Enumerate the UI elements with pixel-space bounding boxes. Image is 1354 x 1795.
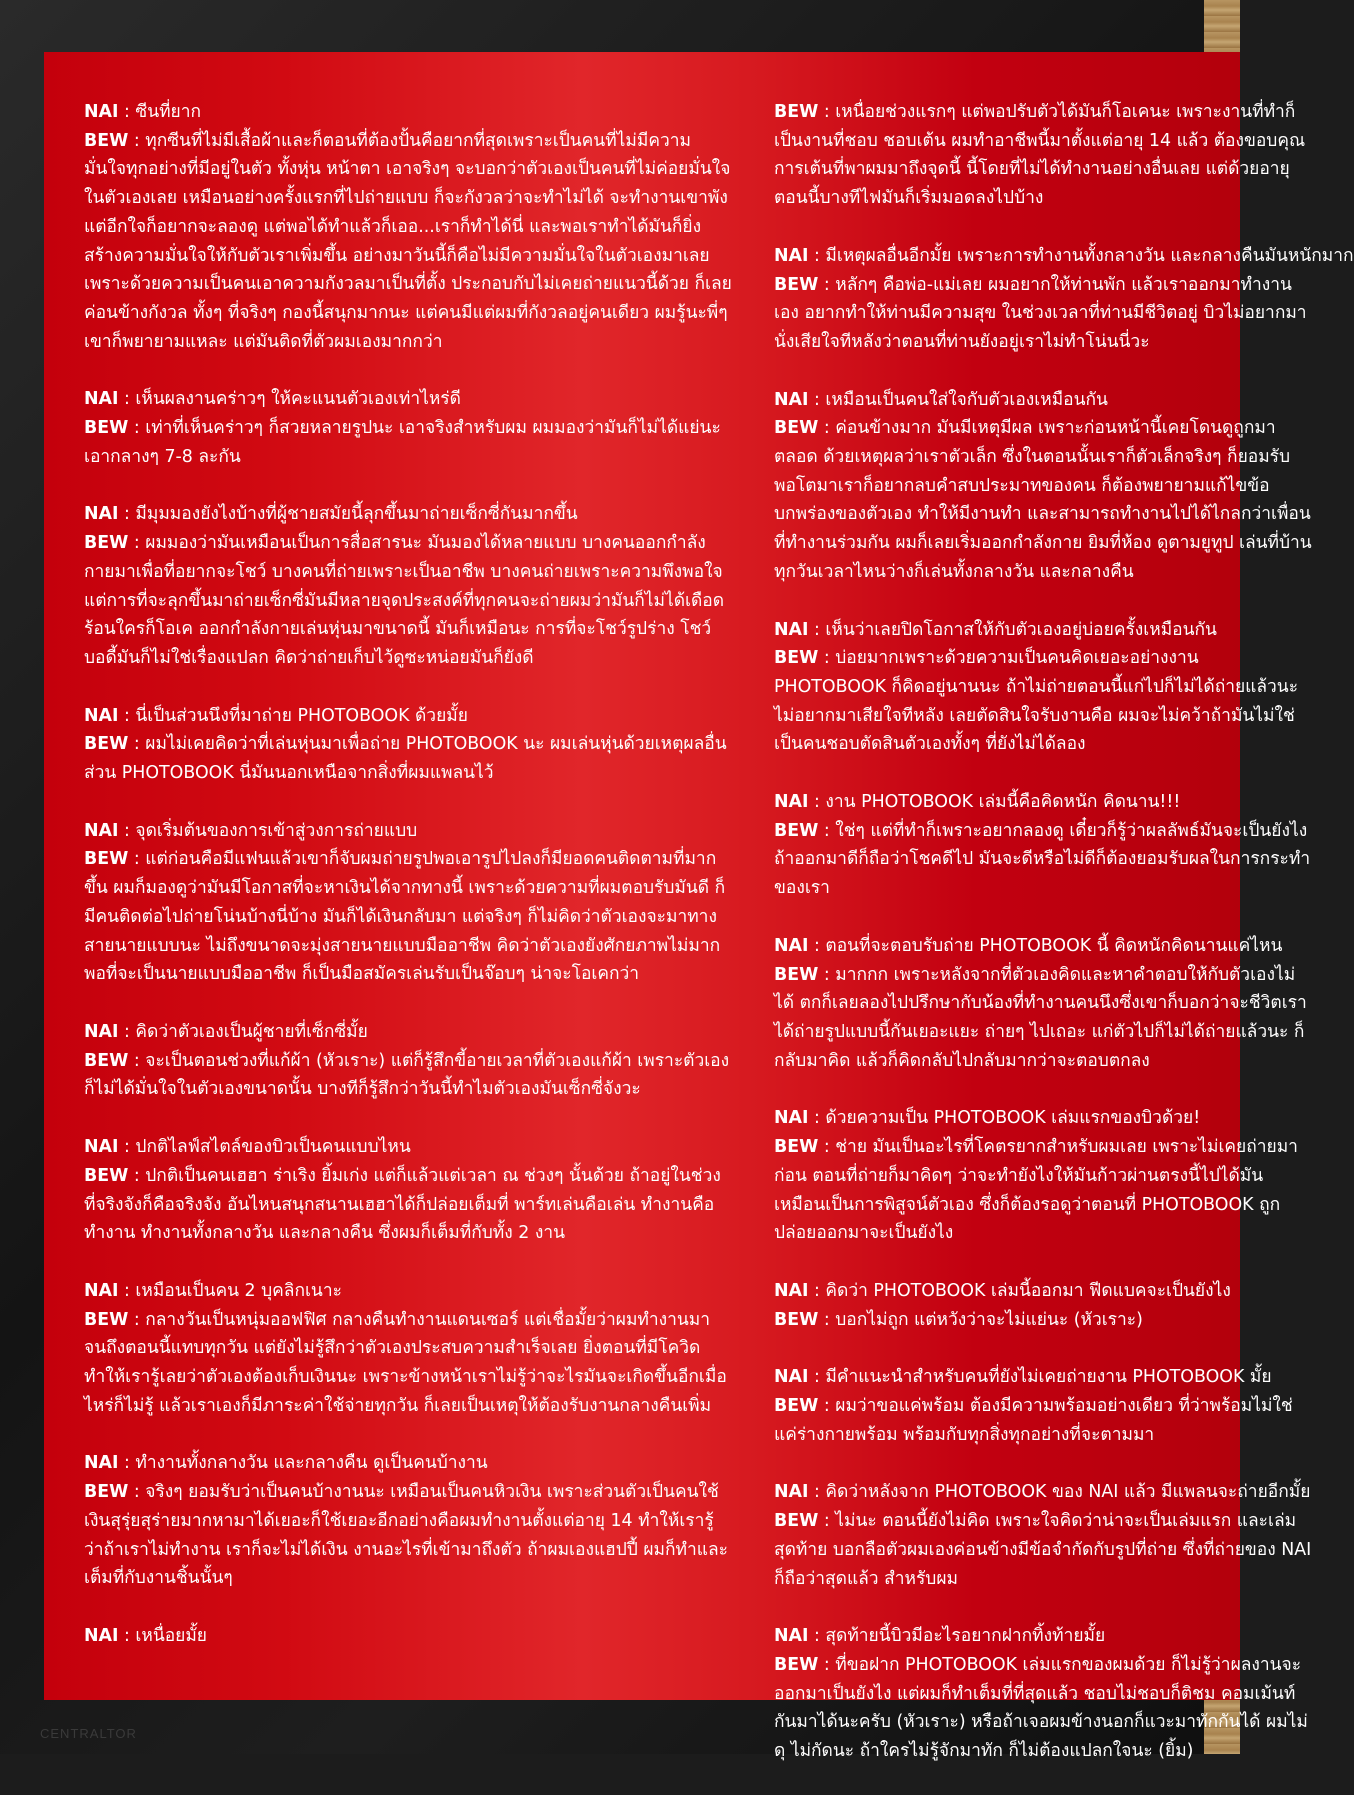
speaker-bew: BEW xyxy=(84,1482,129,1503)
question-line: NAI : เหนื่อยมั้ย xyxy=(84,1625,207,1646)
qa-block xyxy=(774,242,1354,357)
speaker-bew: BEW xyxy=(774,274,819,295)
question-text: งาน PHOTOBOOK เล่มนี้คือคิดหนัก คิดนาน!!! xyxy=(825,792,1181,813)
question-text: มีคำแนะนำสำหรับคนที่ยังไม่เคยถ่ายงาน PHOTOBOOK มั้ย xyxy=(825,1367,1272,1388)
qa-block xyxy=(84,500,732,672)
speaker-nai: NAI xyxy=(774,935,809,956)
question-line: NAI : เหมือนเป็นคนใส่ใจกับตัวเองเหมือนกัน xyxy=(774,389,1108,410)
speaker-nai: NAI xyxy=(774,1108,809,1129)
answer-line: BEW : เท่าที่เห็นคร่าวๆ ก็สวยหลายรูปนะ เอาจริงสำหรับผม ผมมองว่ามันก็ไม่ได้แย่นะ เอากลางๆ 7-8 ละกัน xyxy=(84,418,721,467)
question-line: NAI : เหมือนเป็นคน 2 บุคลิกเนาะ xyxy=(84,1280,342,1301)
answer-text: ทุกซีนที่ไม่มีเสื้อผ้าและก็ตอนที่ต้องปั้นคือยากที่สุดเพราะเป็นคนที่ไม่มีความมั่นใจทุกอย่างที่มีอยู่ในตัว ทั้งหุ่น หน้าตา เอาจริงๆ จะบอกว่าตัวเองเป็นคนที่ไม่ค่อยมั่นใจในตัวเองเลย เหมือนอย่างครั้งแรกที่ไปถ่ายแบบ ก็จะกังวลว่าจะทำไม่ได้ จะทำงานเขาพังแต่อีกใจก็อยากจะลองดู แต่พอได้ทำแล้วก็เออ...เราก็ทำได้นี่ และพอเราทำได้มันก็ยิ่งสร้างความมั่นใจให้กับตัวเราเพิ่มขึ้น อย่างมาวันนี้ก็คือไม่มีความมั่นใจในตัวเองมาเลย เพราะด้วยความเป็นคนเอาความกังวลมาเป็นที่ตั้ง ประกอบกับไม่เคยถ่ายแนวนี้ด้วย ก็เลยค่อนข้างกังวล ทั้งๆ ที่จริงๆ กองนี้สนุกมากนะ แต่คนมีแต่ผมที่กังวลอยู่คนเดียว ผมรู้นะพี่ๆ เขาก็พยายามแหละ แต่มันติดที่ตัวผมเองมากกว่า xyxy=(84,130,732,352)
question-text: ทำงานทั้งกลางวัน และกลางคืน ดูเป็นคนบ้างาน xyxy=(135,1453,488,1474)
qa-block xyxy=(774,616,1299,760)
answer-text: ผมไม่เคยคิดว่าที่เล่นหุ่นมาเพื่อถ่าย PHOTOBOOK นะ ผมเล่นหุ่นด้วยเหตุผลอื่น ส่วน PHOTOBOOK นี่มันนอกเหนือจากสิ่งที่ผมแพลนไว้ xyxy=(84,734,727,784)
answer-line: BEW : แต่ก่อนคือมีแฟนแล้วเขาก็จับผมถ่ายรูปพอเอารูปไปลงก็มียอดคนติดตามที่มากขึ้น ผมก็มองดูว่ามันมีโอกาสที่จะหาเงินได้จากทางนี้ เพราะด้วยความที่ผมตอบรับมันดี ก็มีคนติดต่อไปถ่ายโน่นบ้างนี่บ้าง มันก็ได้เงินกลับมา แต่จริงๆ ก็ไม่คิดว่าตัวเองจะมาทางสายนายแบบนะ ไม่ถึงขนาดจะมุ่งสายนายแบบมืออาชีพ คิดว่าตัวเองยังศักยภาพไม่มากพอที่จะเป็นนายแบบมืออาชีพ ก็เป็นมือสมัครเล่นรับเป็นจ๊อบๆ น่าจะโอเคกว่า xyxy=(84,849,726,985)
question-text: นี่เป็นส่วนนึงที่มาถ่าย PHOTOBOOK ด้วยมั้ย xyxy=(135,705,468,726)
answer-text: ช่าย มันเป็นอะไรที่โคตรยากสำหรับผมเลย เพราะไม่เคยถ่ายมาก่อน ตอนที่ถ่ายก็มาคิดๆ ว่าจะทำยังไงให้มันก้าวผ่านตรงนี้ไปได้มันเหมือนเป็นการพิสูจน์ตัวเอง ซึ่งก็ต้องรอดูว่าตอนที่ PHOTOBOOK ถูกปล่อยออกมาจะเป็นยังไง xyxy=(774,1137,1298,1244)
question-line: NAI : คิดว่า PHOTOBOOK เล่มนี้ออกมา ฟีดแบคจะเป็นยังไง xyxy=(774,1280,1231,1301)
speaker-nai: NAI xyxy=(774,1482,809,1503)
question-line: NAI : งาน PHOTOBOOK เล่มนี้คือคิดหนัก คิดนาน!!! xyxy=(774,792,1181,813)
question-text: จุดเริ่มต้นของการเข้าสู่วงการถ่ายแบบ xyxy=(135,820,418,841)
speaker-nai: NAI xyxy=(84,1625,119,1646)
qa-block xyxy=(774,1478,1312,1593)
answer-line: BEW : มากกก เพราะหลังจากที่ตัวเองคิดและหาคำตอบให้กับตัวเองไม่ได้ ตกก็เลยลองไปปรึกษากับน้องที่ทำงานคนนึงซึ่งเขาก็บอกว่าจะชีวิตเราได้ถ่ายรูปแบบนี้กันเยอะแยะ ถ่ายๆ ไปเถอะ แก่ตัวไปก็ไม่ได้ถ่ายแล้วนะ ก็กลับมาคิด แล้วก็คิดกลับไปกลับมากว่าจะตอบตกลง xyxy=(774,964,1307,1071)
watermark: CENTRALTOR xyxy=(40,1726,137,1741)
question-line: NAI : เห็นว่าเลยปิดโอกาสให้กับตัวเองอยู่บ่อยครั้งเหมือนกัน xyxy=(774,619,1217,640)
answer-text: หลักๆ คือพ่อ-แม่เลย ผมอยากให้ท่านพัก แล้วเราออกมาทำงานเอง อยากทำให้ท่านมีความสุข ในช่วงเวลาที่ท่านมีชีวิตอยู่ บิวไม่อยากมานั่งเสียใจทีหลังว่าตอนที่ท่านยังอยู่เราไม่ทำโน่นนี่วะ xyxy=(774,274,1307,352)
question-line: NAI : คิดว่าหลังจาก PHOTOBOOK ของ NAI แล้ว มีแพลนจะถ่ายอีกมั้ย xyxy=(774,1482,1311,1503)
question-text: คิดว่าตัวเองเป็นผู้ชายที่เซ็กซี่มั้ย xyxy=(135,1021,368,1042)
qa-block xyxy=(84,702,732,788)
speaker-bew: BEW xyxy=(774,1511,819,1532)
qa-block xyxy=(84,385,732,471)
qa-block xyxy=(774,386,1312,587)
question-text: คิดว่าหลังจาก PHOTOBOOK ของ NAI แล้ว มีแพลนจะถ่ายอีกมั้ย xyxy=(825,1482,1311,1503)
question-text: เหมือนเป็นคนใส่ใจกับตัวเองเหมือนกัน xyxy=(825,389,1108,410)
answer-text: ค่อนข้างมาก มันมีเหตุมีผล เพราะก่อนหน้านี้เคยโดนดูถูกมาตลอด ด้วยเหตุผลว่าเราตัวเล็ก ซึ่งในตอนนั้นเราก็ตัวเล็กจริงๆ ก็ยอมรับ พอโตมาเราก็อยากลบคำสบประมาทของคน ก็ต้องพยายามแก้ไขข้อบกพร่องของตัวเอง ทำให้มีงานทำ และสามารถทำงานไปได้ไกลกว่าเพื่อนที่ทำงานร่วมกัน ผมก็เลยเริ่มออกกำลังกาย ยิมที่ห้อง ดูตามยูทูป เล่นที่บ้านทุกวันเวลาไหนว่างก็เล่นทั้งกลางวัน และกลางคืน xyxy=(774,418,1312,582)
speaker-nai: NAI xyxy=(84,1280,119,1301)
answer-text: บอกไม่ถูก แต่หวังว่าจะไม่แย่นะ (หัวเราะ) xyxy=(835,1309,1143,1330)
speaker-bew: BEW xyxy=(774,1396,819,1417)
answer-text: ผมว่าขอแค่พร้อม ต้องมีความพร้อมอย่างเดียว ที่ว่าพร้อมไม่ใช่แค่ร่างกายพร้อม พร้อมกับทุกสิ่งทุกอย่างที่จะตามมา xyxy=(774,1396,1293,1445)
question-text: เห็นผลงานคร่าวๆ ให้คะแนนตัวเองเท่าไหร่ดี xyxy=(135,389,461,410)
speaker-bew: BEW xyxy=(84,1165,129,1186)
answer-line: BEW : จะเป็นตอนช่วงที่แก้ผ้า (หัวเราะ) แต่ก็รู้สึกขี้อายเวลาที่ตัวเองแก้ผ้า เพราะตัวเองก็ไม่ได้มั่นใจในตัวเองขนาดนั้น บางทีก็รู้สึกว่าวันนี้ทำไมตัวเองมันเซ็กซี่จังวะ xyxy=(84,1050,730,1100)
answer-text: จริงๆ ยอมรับว่าเป็นคนบ้างานนะ เหมือนเป็นคนหิวเงิน เพราะส่วนตัวเป็นคนใช้เงินสุรุ่ยสุร่ายมากหามาได้เยอะก็ใช้เยอะอีกอย่างคือผมทำงานตั้งแต่อายุ 14 ทำให้เรารู้ว่าถ้าเราไม่ทำงาน เราก็จะไม่ได้เงิน งานอะไรที่เข้ามาถึงตัว ถ้าผมเองแฮปปี้ ผมก็ทำและเต็มที่กับงานชิ้นนั้นๆ xyxy=(84,1482,728,1589)
answer-text: จะเป็นตอนช่วงที่แก้ผ้า (หัวเราะ) แต่ก็รู้สึกขี้อายเวลาที่ตัวเองแก้ผ้า เพราะตัวเองก็ไม่ได้มั่นใจในตัวเองขนาดนั้น บางทีก็รู้สึกว่าวันนี้ทำไมตัวเองมันเซ็กซี่จังวะ xyxy=(84,1050,730,1100)
answer-text: ไม่นะ ตอนนี้ยังไม่คิด เพราะใจคิดว่าน่าจะเป็นเล่มแรก และเล่มสุดท้าย บอกลือตัวผมเองค่อนข้างมีข้อจำกัดกับรูปที่ถ่าย ซึ่งที่ถ่ายของ NAI ก็ถือว่าสุดแล้ว สำหรับผม xyxy=(774,1511,1312,1589)
question-text: สุดท้ายนี้บิวมีอะไรอยากฝากทิ้งท้ายมั้ย xyxy=(825,1626,1106,1647)
question-text: ด้วยความเป็น PHOTOBOOK เล่มแรกของบิวด้วย! xyxy=(825,1108,1201,1129)
answer-line: BEW : กลางวันเป็นหนุ่มออฟฟิศ กลางคืนทำงานแดนเซอร์ แต่เชื่อมั้ยว่าผมทำงานมาจนถึงตอนนี้แทบทุกวัน แต่ยังไม่รู้สึกว่าตัวเองประสบความสำเร็จเลย ยิ่งตอนที่มีโควิดทำให้เรารู้เลยว่าตัวเองต้องเก็บเงินนะ เพราะข้างหน้าเราไม่รู้ว่าจะไรมันจะเกิดขึ้นอีกเมื่อไหร่ก็ไม่รู้ แล้วเราเองก็มีภาระค่าใช้จ่ายทุกวัน ก็เลยเป็นเหตุให้ต้องรับงานกลางคืนเพิ่ม xyxy=(84,1309,727,1416)
right-column xyxy=(774,98,1354,1795)
question-text: มีเหตุผลอื่นอีกมั้ย เพราะการทำงานทั้งกลางวัน และกลางคืนมันหนักมาก xyxy=(825,245,1354,266)
speaker-bew: BEW xyxy=(774,102,819,122)
question-text: ซีนที่ยาก xyxy=(135,102,202,122)
answer-text: มากกก เพราะหลังจากที่ตัวเองคิดและหาคำตอบให้กับตัวเองไม่ได้ ตกก็เลยลองไปปรึกษากับน้องที่ทำงานคนนึงซึ่งเขาก็บอกว่าจะชีวิตเราได้ถ่ายรูปแบบนี้กันเยอะแยะ ถ่ายๆ ไปเถอะ แก่ตัวไปก็ไม่ได้ถ่ายแล้วนะ ก็กลับมาคิด แล้วก็คิดกลับไปกลับมากว่าจะตอบตกลง xyxy=(774,964,1307,1071)
qa-block xyxy=(84,1622,732,1651)
question-line: NAI : ทำงานทั้งกลางวัน และกลางคืน ดูเป็นคนบ้างาน xyxy=(84,1453,488,1474)
speaker-nai: NAI xyxy=(84,102,119,122)
speaker-bew: BEW xyxy=(84,849,129,870)
speaker-nai: NAI xyxy=(774,389,809,410)
question-text: ตอนที่จะตอบรับถ่าย PHOTOBOOK นี้ คิดหนักคิดนานแค่ไหน xyxy=(825,935,1283,956)
left-column xyxy=(84,98,732,1680)
answer-line: BEW : เหนื่อยช่วงแรกๆ แต่พอปรับตัวได้มันก็โอเคนะ เพราะงานที่ทำก็เป็นงานที่ชอบ ชอบเต้น ผมทำอาชีพนี้มาตั้งแต่อายุ 14 แล้ว ต้องขอบคุณการเต้นที่พาผมมาถึงจุดนี้ นี้โดยที่ไม่ได้ทำงานอย่างอื่นเลย แต่ด้วยอายุตอนนี้บางทีไฟมันก็เริ่มมอดลงไปบ้าง xyxy=(774,102,1306,209)
answer-text: ปกติเป็นคนเฮฮา ร่าเริง ยิ้มเก่ง แต่ก็แล้วแต่เวลา ณ ช่วงๆ นั้นด้วย ถ้าอยู่ในช่วงที่จริงจังก็คือจริงจัง อันไหนสนุกสนานเฮฮาได้ก็ปล่อยเต็มที่ พาร์ทเล่นคือเล่น ทำงานคือทำงาน ทำงานทั้งกลางวัน และกลางคืน ซึ่งผมก็เต็มที่กับทั้ง 2 งาน xyxy=(84,1165,721,1244)
question-line: NAI : จุดเริ่มต้นของการเข้าสู่วงการถ่ายแบบ xyxy=(84,820,418,841)
speaker-bew: BEW xyxy=(774,1309,819,1330)
speaker-nai: NAI xyxy=(774,1280,809,1301)
qa-block xyxy=(84,1449,732,1593)
qa-block xyxy=(774,788,1311,903)
qa-block xyxy=(774,1622,1308,1766)
speaker-bew: BEW xyxy=(84,130,129,151)
speaker-nai: NAI xyxy=(84,705,119,726)
answer-text: ผมมองว่ามันเหมือนเป็นการสื่อสารนะ มันมองได้หลายแบบ บางคนออกกำลังกายมาเพื่อที่อยากจะโชว์ บางคนที่ถ่ายเพราะเป็นอาชีพ บางคนถ่ายเพราะความพึงพอใจแต่การที่จะลุกขึ้นมาถ่ายเซ็กซี่มันมีหลายจุดประสงค์ที่ทุกคนจะถ่ายผมว่ามันก็ไม่ได้เดือดร้อนใครก็โอเค ออกกำลังกายเล่นหุ่นมาขนาดนี้ มันก็เหมือนะ การที่จะโชว์รูปร่าง โชว์บอดี้มันก็ไม่ใช่เรื่องแปลก คิดว่าถ่ายเก็บไว้ดูซะหน่อยมันก็ยังดี xyxy=(84,533,725,668)
answer-text: ใช่ๆ แต่ที่ทำก็เพราะอยากลองดู เดี๋ยวก็รู้ว่าผลลัพธ์มันจะเป็นยังไง ถ้าออกมาดีก็ถือว่าโชคดีไป มันจะดีหรือไม่ดีก็ต้องยอมรับผลในการกระทำของเรา xyxy=(774,820,1311,899)
answer-text: แต่ก่อนคือมีแฟนแล้วเขาก็จับผมถ่ายรูปพอเอารูปไปลงก็มียอดคนติดตามที่มากขึ้น ผมก็มองดูว่ามันมีโอกาสที่จะหาเงินได้จากทางนี้ เพราะด้วยความที่ผมตอบรับมันดี ก็มีคนติดต่อไปถ่ายโน่นบ้างนี่บ้าง มันก็ได้เงินกลับมา แต่จริงๆ ก็ไม่คิดว่าตัวเองจะมาทางสายนายแบบนะ ไม่ถึงขนาดจะมุ่งสายนายแบบมืออาชีพ คิดว่าตัวเองยังศักยภาพไม่มากพอที่จะเป็นนายแบบมืออาชีพ ก็เป็นมือสมัครเล่นรับเป็นจ๊อบๆ น่าจะโอเคกว่า xyxy=(84,849,726,985)
qa-block xyxy=(84,817,732,989)
speaker-bew: BEW xyxy=(774,1654,819,1675)
question-line: NAI : ด้วยความเป็น PHOTOBOOK เล่มแรกของบิวด้วย! xyxy=(774,1108,1201,1129)
answer-text: กลางวันเป็นหนุ่มออฟฟิศ กลางคืนทำงานแดนเซอร์ แต่เชื่อมั้ยว่าผมทำงานมาจนถึงตอนนี้แทบทุกวัน แต่ยังไม่รู้สึกว่าตัวเองประสบความสำเร็จเลย ยิ่งตอนที่มีโควิดทำให้เรารู้เลยว่าตัวเองต้องเก็บเงินนะ เพราะข้างหน้าเราไม่รู้ว่าจะไรมันจะเกิดขึ้นอีกเมื่อไหร่ก็ไม่รู้ แล้วเราเองก็มีภาระค่าใช้จ่ายทุกวัน ก็เลยเป็นเหตุให้ต้องรับงานกลางคืนเพิ่ม xyxy=(84,1309,727,1416)
speaker-bew: BEW xyxy=(774,964,819,985)
speaker-bew: BEW xyxy=(774,418,819,439)
question-line: NAI : เห็นผลงานคร่าวๆ ให้คะแนนตัวเองเท่าไหร่ดี xyxy=(84,389,461,410)
speaker-nai: NAI xyxy=(84,389,119,410)
question-line: NAI : มีเหตุผลอื่นอีกมั้ย เพราะการทำงานทั้งกลางวัน และกลางคืนมันหนักมาก xyxy=(774,245,1354,266)
answer-line: BEW : บ่อยมากเพราะด้วยความเป็นคนคิดเยอะอย่างงาน PHOTOBOOK ก็คิดอยู่นานนะ ถ้าไม่ถ่ายตอนนี้แก่ไปก็ไม่ได้ถ่ายแล้วนะ ไม่อยากมาเสียใจทีหลัง เลยตัดสินใจรับงานคือ ผมจะไม่คว้าถ้ามันไม่ใช่ เป็นคนชอบตัดสินตัวเองทั้งๆ ที่ยังไม่ได้ลอง xyxy=(774,648,1299,755)
question-line: NAI : ซีนที่ยาก xyxy=(84,102,202,122)
question-line: NAI : มีมุมมองยังไงบ้างที่ผู้ชายสมัยนี้ลุกขึ้นมาถ่ายเซ็กซี่กันมากขึ้น xyxy=(84,504,578,525)
qa-block xyxy=(774,1277,1294,1334)
answer-line: BEW : บอกไม่ถูก แต่หวังว่าจะไม่แย่นะ (หัวเราะ) xyxy=(774,1309,1143,1330)
speaker-bew: BEW xyxy=(774,648,819,669)
answer-line: BEW : ปกติเป็นคนเฮฮา ร่าเริง ยิ้มเก่ง แต่ก็แล้วแต่เวลา ณ ช่วงๆ นั้นด้วย ถ้าอยู่ในช่วงที่จริงจังก็คือจริงจัง อันไหนสนุกสนานเฮฮาได้ก็ปล่อยเต็มที่ พาร์ทเล่นคือเล่น ทำงานคือทำงาน ทำงานทั้งกลางวัน และกลางคืน ซึ่งผมก็เต็มที่กับทั้ง 2 งาน xyxy=(84,1165,721,1244)
speaker-bew: BEW xyxy=(84,1050,129,1071)
answer-text: เหนื่อยช่วงแรกๆ แต่พอปรับตัวได้มันก็โอเคนะ เพราะงานที่ทำก็เป็นงานที่ชอบ ชอบเต้น ผมทำอาชีพนี้มาตั้งแต่อายุ 14 แล้ว ต้องขอบคุณการเต้นที่พาผมมาถึงจุดนี้ นี้โดยที่ไม่ได้ทำงานอย่างอื่นเลย แต่ด้วยอายุตอนนี้บางทีไฟมันก็เริ่มมอดลงไปบ้าง xyxy=(774,102,1306,209)
qa-block xyxy=(774,98,1306,213)
qa-block xyxy=(84,1018,732,1104)
question-line: NAI : มีคำแนะนำสำหรับคนที่ยังไม่เคยถ่ายงาน PHOTOBOOK มั้ย xyxy=(774,1367,1272,1388)
question-line: NAI : ตอนที่จะตอบรับถ่าย PHOTOBOOK นี้ คิดหนักคิดนานแค่ไหน xyxy=(774,935,1283,956)
speaker-bew: BEW xyxy=(774,820,819,841)
question-line: NAI : สุดท้ายนี้บิวมีอะไรอยากฝากทิ้งท้ายมั้ย xyxy=(774,1626,1106,1647)
question-text: ปกติไลฟ์สไตล์ของบิวเป็นคนแบบไหน xyxy=(135,1137,411,1158)
qa-block xyxy=(774,1104,1298,1248)
answer-line: BEW : ช่าย มันเป็นอะไรที่โคตรยากสำหรับผมเลย เพราะไม่เคยถ่ายมาก่อน ตอนที่ถ่ายก็มาคิดๆ ว่าจะทำยังไงให้มันก้าวผ่านตรงนี้ไปได้มันเหมือนเป็นการพิสูจน์ตัวเอง ซึ่งก็ต้องรอดูว่าตอนที่ PHOTOBOOK ถูกปล่อยออกมาจะเป็นยังไง xyxy=(774,1137,1298,1244)
speaker-nai: NAI xyxy=(84,1453,119,1474)
speaker-nai: NAI xyxy=(774,1367,809,1388)
answer-line: BEW : ผมมองว่ามันเหมือนเป็นการสื่อสารนะ มันมองได้หลายแบบ บางคนออกกำลังกายมาเพื่อที่อยากจะโชว์ บางคนที่ถ่ายเพราะเป็นอาชีพ บางคนถ่ายเพราะความพึงพอใจแต่การที่จะลุกขึ้นมาถ่ายเซ็กซี่มันมีหลายจุดประสงค์ที่ทุกคนจะถ่ายผมว่ามันก็ไม่ได้เดือดร้อนใครก็โอเค ออกกำลังกายเล่นหุ่นมาขนาดนี้ มันก็เหมือนะ การที่จะโชว์รูปร่าง โชว์บอดี้มันก็ไม่ใช่เรื่องแปลก คิดว่าถ่ายเก็บไว้ดูซะหน่อยมันก็ยังดี xyxy=(84,533,725,668)
question-text: มีมุมมองยังไงบ้างที่ผู้ชายสมัยนี้ลุกขึ้นมาถ่ายเซ็กซี่กันมากขึ้น xyxy=(135,504,578,525)
question-line: NAI : คิดว่าตัวเองเป็นผู้ชายที่เซ็กซี่มั้ย xyxy=(84,1021,368,1042)
question-text: เหมือนเป็นคน 2 บุคลิกเนาะ xyxy=(135,1280,342,1301)
answer-text: เท่าที่เห็นคร่าวๆ ก็สวยหลายรูปนะ เอาจริงสำหรับผม ผมมองว่ามันก็ไม่ได้แย่นะ เอากลางๆ 7-8 ละกัน xyxy=(84,418,721,467)
speaker-bew: BEW xyxy=(774,1137,819,1158)
answer-text: ที่ขอฝาก PHOTOBOOK เล่มแรกของผมด้วย ก็ไม่รู้ว่าผลงานจะออกมาเป็นยังไง แต่ผมก็ทำเต็มที่ที่สุดแล้ว ชอบไม่ชอบก็ติชม คอมเม้นท์กันมาได้นะครับ (หัวเราะ) หรือถ้าเจอผมข้างนอกก็แวะมาทักกันได้ ผมไม่ดุ ไม่กัดนะ ถ้าใครไม่รู้จักมาทัก ก็ไม่ต้องแปลกใจนะ (ยิ้ม) xyxy=(774,1654,1308,1762)
speaker-nai: NAI xyxy=(84,820,119,841)
speaker-nai: NAI xyxy=(774,792,809,813)
speaker-nai: NAI xyxy=(84,1137,119,1158)
answer-line: BEW : ทุกซีนที่ไม่มีเสื้อผ้าและก็ตอนที่ต้องปั้นคือยากที่สุดเพราะเป็นคนที่ไม่มีความมั่นใจทุกอย่างที่มีอยู่ในตัว ทั้งหุ่น หน้าตา เอาจริงๆ จะบอกว่าตัวเองเป็นคนที่ไม่ค่อยมั่นใจในตัวเองเลย เหมือนอย่างครั้งแรกที่ไปถ่ายแบบ ก็จะกังวลว่าจะทำไม่ได้ จะทำงานเขาพังแต่อีกใจก็อยากจะลองดู แต่พอได้ทำแล้วก็เออ...เราก็ทำได้นี่ และพอเราทำได้มันก็ยิ่งสร้างความมั่นใจให้กับตัวเราเพิ่มขึ้น อย่างมาวันนี้ก็คือไม่มีความมั่นใจในตัวเองมาเลย เพราะด้วยความเป็นคนเอาความกังวลมาเป็นที่ตั้ง ประกอบกับไม่เคยถ่ายแนวนี้ด้วย ก็เลยค่อนข้างกังวล ทั้งๆ ที่จริงๆ กองนี้สนุกมากนะ แต่คนมีแต่ผมที่กังวลอยู่คนเดียว ผมรู้นะพี่ๆ เขาก็พยายามแหละ แต่มันติดที่ตัวผมเองมากกว่า xyxy=(84,130,732,352)
speaker-nai: NAI xyxy=(84,1021,119,1042)
answer-line: BEW : ใช่ๆ แต่ที่ทำก็เพราะอยากลองดู เดี๋ยวก็รู้ว่าผลลัพธ์มันจะเป็นยังไง ถ้าออกมาดีก็ถือว่าโชคดีไป มันจะดีหรือไม่ดีก็ต้องยอมรับผลในการกระทำของเรา xyxy=(774,820,1311,899)
speaker-bew: BEW xyxy=(84,1309,129,1330)
answer-line: BEW : ไม่นะ ตอนนี้ยังไม่คิด เพราะใจคิดว่าน่าจะเป็นเล่มแรก และเล่มสุดท้าย บอกลือตัวผมเองค่อนข้างมีข้อจำกัดกับรูปที่ถ่าย ซึ่งที่ถ่ายของ NAI ก็ถือว่าสุดแล้ว สำหรับผม xyxy=(774,1511,1312,1589)
answer-line: BEW : ผมว่าขอแค่พร้อม ต้องมีความพร้อมอย่างเดียว ที่ว่าพร้อมไม่ใช่แค่ร่างกายพร้อม พร้อมกับทุกสิ่งทุกอย่างที่จะตามมา xyxy=(774,1396,1293,1445)
answer-text: บ่อยมากเพราะด้วยความเป็นคนคิดเยอะอย่างงาน PHOTOBOOK ก็คิดอยู่นานนะ ถ้าไม่ถ่ายตอนนี้แก่ไปก็ไม่ได้ถ่ายแล้วนะ ไม่อยากมาเสียใจทีหลัง เลยตัดสินใจรับงานคือ ผมจะไม่คว้าถ้ามันไม่ใช่ เป็นคนชอบตัดสินตัวเองทั้งๆ ที่ยังไม่ได้ลอง xyxy=(774,648,1299,755)
speaker-nai: NAI xyxy=(774,619,809,640)
question-line: NAI : ปกติไลฟ์สไตล์ของบิวเป็นคนแบบไหน xyxy=(84,1137,411,1158)
speaker-nai: NAI xyxy=(774,245,809,266)
answer-line: BEW : ผมไม่เคยคิดว่าที่เล่นหุ่นมาเพื่อถ่าย PHOTOBOOK นะ ผมเล่นหุ่นด้วยเหตุผลอื่น ส่วน PHOTOBOOK นี่มันนอกเหนือจากสิ่งที่ผมแพลนไว้ xyxy=(84,734,727,784)
question-text: เหนื่อยมั้ย xyxy=(135,1625,207,1646)
qa-block xyxy=(774,1363,1294,1449)
answer-line: BEW : ที่ขอฝาก PHOTOBOOK เล่มแรกของผมด้วย ก็ไม่รู้ว่าผลงานจะออกมาเป็นยังไง แต่ผมก็ทำเต็มที่ที่สุดแล้ว ชอบไม่ชอบก็ติชม คอมเม้นท์กันมาได้นะครับ (หัวเราะ) หรือถ้าเจอผมข้างนอกก็แวะมาทักกันได้ ผมไม่ดุ ไม่กัดนะ ถ้าใครไม่รู้จักมาทัก ก็ไม่ต้องแปลกใจนะ (ยิ้ม) xyxy=(774,1654,1308,1762)
speaker-bew: BEW xyxy=(84,533,129,554)
speaker-bew: BEW xyxy=(84,734,129,755)
speaker-nai: NAI xyxy=(84,504,119,525)
question-line: NAI : นี่เป็นส่วนนึงที่มาถ่าย PHOTOBOOK ด้วยมั้ย xyxy=(84,705,468,726)
speaker-bew: BEW xyxy=(84,418,129,439)
qa-block xyxy=(84,98,732,356)
question-text: เห็นว่าเลยปิดโอกาสให้กับตัวเองอยู่บ่อยครั้งเหมือนกัน xyxy=(825,619,1217,640)
speaker-nai: NAI xyxy=(774,1626,809,1647)
question-text: คิดว่า PHOTOBOOK เล่มนี้ออกมา ฟีดแบคจะเป็นยังไง xyxy=(825,1280,1231,1301)
answer-line: BEW : จริงๆ ยอมรับว่าเป็นคนบ้างานนะ เหมือนเป็นคนหิวเงิน เพราะส่วนตัวเป็นคนใช้เงินสุรุ่ยสุร่ายมากหามาได้เยอะก็ใช้เยอะอีกอย่างคือผมทำงานตั้งแต่อายุ 14 ทำให้เรารู้ว่าถ้าเราไม่ทำงาน เราก็จะไม่ได้เงิน งานอะไรที่เข้ามาถึงตัว ถ้าผมเองแฮปปี้ ผมก็ทำและเต็มที่กับงานชิ้นนั้นๆ xyxy=(84,1482,728,1589)
qa-block xyxy=(774,932,1307,1076)
answer-line: BEW : ค่อนข้างมาก มันมีเหตุมีผล เพราะก่อนหน้านี้เคยโดนดูถูกมาตลอด ด้วยเหตุผลว่าเราตัวเล็ก ซึ่งในตอนนั้นเราก็ตัวเล็กจริงๆ ก็ยอมรับ พอโตมาเราก็อยากลบคำสบประมาทของคน ก็ต้องพยายามแก้ไขข้อบกพร่องของตัวเอง ทำให้มีงานทำ และสามารถทำงานไปได้ไกลกว่าเพื่อนที่ทำงานร่วมกัน ผมก็เลยเริ่มออกกำลังกาย ยิมที่ห้อง ดูตามยูทูป เล่นที่บ้านทุกวันเวลาไหนว่างก็เล่นทั้งกลางวัน และกลางคืน xyxy=(774,418,1312,582)
qa-block xyxy=(84,1277,732,1421)
answer-line: BEW : หลักๆ คือพ่อ-แม่เลย ผมอยากให้ท่านพัก แล้วเราออกมาทำงานเอง อยากทำให้ท่านมีความสุข ในช่วงเวลาที่ท่านมีชีวิตอยู่ บิวไม่อยากมานั่งเสียใจทีหลังว่าตอนที่ท่านยังอยู่เราไม่ทำโน่นนี่วะ xyxy=(774,274,1307,352)
qa-block xyxy=(84,1133,732,1248)
